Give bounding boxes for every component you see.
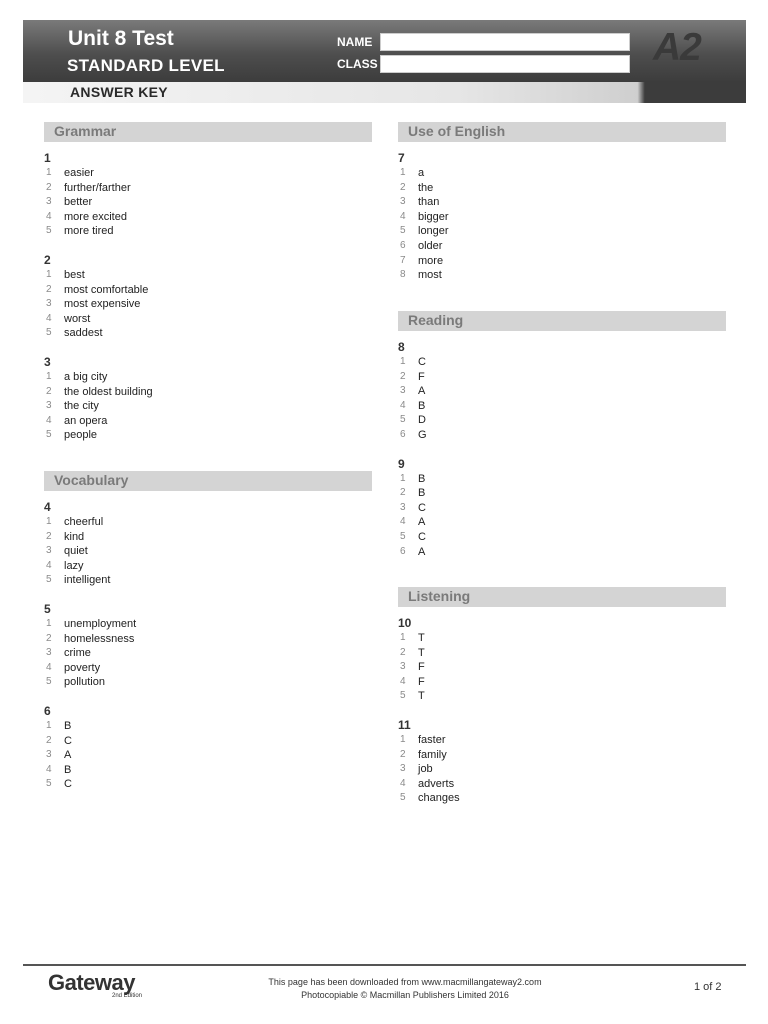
section-header [398,587,726,607]
answer-row [44,370,372,385]
item-answer: B [418,399,426,412]
item-number: 3 [46,400,52,412]
item-answer: C [418,530,426,543]
answer-row [398,777,726,792]
item-answer: unemployment [64,617,137,630]
section-header [398,122,726,142]
exercise [398,340,726,443]
section-0 [44,122,372,443]
section-title: Reading [408,312,464,328]
answer-row [44,515,372,530]
answer-row [398,733,726,748]
item-answer: a [418,167,425,179]
exercise-number: 6 [44,703,51,718]
item-number: 1 [400,472,406,484]
item-number: 5 [46,225,52,237]
exercise-number: 7 [398,151,405,165]
item-answer: T [418,690,425,703]
item-answer: more [418,254,444,267]
answer-row [44,661,372,676]
answer-row [398,355,726,370]
header-banner [23,20,746,82]
exercise-number: 2 [44,252,51,267]
item-number: 4 [46,312,52,324]
item-number: 4 [46,763,52,775]
item-number: 5 [46,676,52,688]
answer-row [398,254,726,269]
item-answer: A [418,385,426,398]
item-answer: C [64,734,72,747]
item-answer: C [64,778,72,791]
item-number: 5 [400,690,406,702]
test-level: STANDARD LEVEL [67,56,225,75]
item-number: 5 [46,574,52,586]
item-answer: family [418,748,447,761]
answer-row [44,573,372,588]
item-number: 5 [400,792,406,804]
answer-row [44,632,372,647]
answer-row [398,166,726,181]
exercise [398,151,726,283]
item-answer: T [418,646,425,659]
item-number: 1 [46,617,52,629]
item-number: 2 [46,632,52,644]
class-field[interactable] [380,55,630,73]
answer-row [44,544,372,559]
answer-row [398,472,726,487]
item-number: 4 [46,210,52,222]
item-answer: T [418,632,425,644]
answer-row [44,195,372,210]
answer-row [44,719,372,734]
answer-row [44,675,372,690]
item-answer: a big city [64,370,108,383]
item-number: 5 [46,429,52,441]
answer-row [398,486,726,501]
answer-row [398,530,726,545]
item-answer: B [418,487,426,500]
item-number: 3 [46,647,52,659]
answer-key-bar [23,82,746,103]
answer-row [398,501,726,516]
test-title: Unit 8 Test [68,27,174,50]
section-header [398,311,726,331]
exercise [398,718,726,806]
exercise-number: 8 [398,340,405,354]
item-number: 4 [46,559,52,571]
item-answer: lazy [64,559,84,572]
answer-row [398,239,726,254]
item-number: 7 [400,254,406,266]
item-answer: worst [64,312,91,325]
item-answer: B [418,472,426,485]
item-number: 1 [400,356,406,367]
item-answer: G [418,428,427,441]
item-answer: A [418,516,426,529]
answer-key-label: ANSWER KEY [70,84,168,100]
section-header [44,471,372,491]
item-answer: easier [64,167,94,179]
answer-row [398,399,726,414]
item-answer: than [418,196,440,209]
section-1 [398,311,726,559]
item-answer: pollution [64,676,105,689]
edition-label: 2nd Edition [112,993,143,999]
exercise [398,616,726,704]
item-answer: quiet [64,545,88,558]
item-answer: more tired [64,225,114,238]
item-number: 2 [46,530,52,542]
item-number: 6 [400,239,406,251]
copyright-notice: Photocopiable © Macmillan Publishers Limited 2016 [301,990,509,1000]
answer-row [398,181,726,196]
answer-row [44,166,372,181]
answer-row [44,283,372,298]
item-number: 5 [400,414,406,426]
answer-row [44,312,372,327]
item-number: 3 [400,661,406,673]
item-answer: better [64,196,93,209]
name-field[interactable] [380,33,630,51]
answer-row [398,631,726,646]
item-answer: changes [418,792,460,805]
item-answer: B [64,763,72,776]
item-number: 3 [400,196,406,208]
item-number: 1 [46,370,52,382]
class-label: CLASS [337,57,378,71]
item-answer: B [64,719,72,732]
item-answer: saddest [64,327,103,340]
item-number: 3 [400,501,406,513]
item-number: 2 [46,283,52,295]
answer-row [44,326,372,341]
answer-row [398,675,726,690]
exercise [44,253,372,341]
answer-row [44,210,372,225]
item-answer: further/farther [64,181,131,194]
item-answer: A [64,749,72,762]
item-number: 2 [400,487,406,499]
answer-row [398,660,726,675]
section-title: Listening [408,588,471,604]
item-number: 4 [400,675,406,687]
answer-row [398,224,726,239]
answer-row [44,268,372,283]
item-answer: an opera [64,414,108,427]
item-number: 1 [46,516,52,527]
item-answer: D [418,414,426,427]
item-answer: A [418,545,426,558]
answer-row [398,748,726,763]
answer-row [44,224,372,239]
item-number: 2 [400,370,406,382]
item-answer: poverty [64,661,101,674]
item-number: 5 [400,530,406,542]
answer-row [44,617,372,632]
item-number: 2 [400,181,406,193]
item-answer: F [418,675,425,688]
item-number: 1 [400,167,406,178]
exercise-number: 10 [398,616,412,630]
answer-row [398,428,726,443]
item-answer: C [418,501,426,514]
item-answer: most expensive [64,298,141,311]
item-answer: F [418,661,425,674]
item-answer: longer [418,225,449,238]
answer-row [398,515,726,530]
level-badge: A2 [653,26,701,69]
item-number: 4 [400,777,406,789]
item-answer: F [418,370,425,383]
item-number: 1 [46,167,52,178]
section-title: Grammar [54,123,117,139]
item-answer: kind [64,530,85,543]
item-answer: adverts [418,777,455,790]
item-answer: more excited [64,210,127,223]
answer-row [44,748,372,763]
item-number: 4 [400,399,406,411]
item-number: 2 [400,748,406,760]
item-number: 3 [400,763,406,775]
item-number: 2 [46,181,52,193]
item-answer: bigger [418,210,449,223]
answer-row [398,210,726,225]
item-answer: the city [64,400,99,413]
exercise-number: 4 [44,500,51,514]
item-number: 8 [400,269,406,281]
item-answer: most [418,269,442,282]
answer-row [44,734,372,749]
item-number: 4 [46,414,52,426]
answer-row [44,763,372,778]
item-answer: faster [418,733,446,746]
exercise [44,704,372,792]
section-2 [398,587,726,806]
answer-row [44,777,372,792]
download-notice: This page has been downloaded from www.macmillangateway2.com [268,977,542,987]
answer-row [398,370,726,385]
answer-row [398,268,726,283]
exercise-number: 11 [398,717,411,732]
section-1 [44,471,372,792]
item-number: 2 [46,385,52,397]
answer-row [44,181,372,196]
section-0 [398,122,726,283]
exercise [44,500,372,588]
item-number: 6 [400,428,406,440]
gateway-logo: Gateway [48,970,135,995]
item-number: 5 [400,225,406,237]
exercise-number: 9 [398,456,405,471]
answer-row [398,195,726,210]
answer-row [44,646,372,661]
exercise [44,151,372,239]
item-number: 5 [46,778,52,790]
footer-divider [23,964,746,966]
item-number: 3 [46,196,52,208]
item-answer: intelligent [64,574,111,587]
section-title: Vocabulary [54,472,129,488]
item-number: 1 [400,632,406,643]
item-number: 6 [400,545,406,557]
section-header [44,122,372,142]
item-number: 3 [46,545,52,557]
answer-row [44,297,372,312]
item-answer: the oldest building [64,385,153,398]
item-number: 4 [400,516,406,528]
item-number: 3 [46,749,52,761]
answer-row [398,413,726,428]
item-answer: cheerful [64,516,104,528]
item-number: 3 [400,385,406,397]
item-number: 1 [400,733,406,745]
answer-row [398,384,726,399]
item-number: 1 [46,268,52,280]
page-number: 1 of 2 [694,981,722,993]
item-answer: people [64,429,98,442]
item-answer: best [64,268,85,281]
exercise [44,602,372,690]
item-answer: C [418,356,426,368]
item-number: 5 [46,327,52,339]
exercise [398,457,726,560]
exercise-number: 3 [44,354,51,369]
exercise [44,355,372,443]
answer-row [44,530,372,545]
answer-row [44,385,372,400]
exercise-number: 1 [44,151,51,165]
answer-row [398,791,726,806]
item-number: 2 [400,646,406,658]
item-number: 3 [46,298,52,310]
item-answer: crime [64,647,91,660]
item-answer: homelessness [64,632,135,645]
answer-row [398,689,726,704]
answer-row [44,414,372,429]
answer-row [398,646,726,661]
answer-row [44,559,372,574]
name-label: NAME [337,35,373,49]
item-answer: job [418,763,433,776]
item-number: 2 [46,734,52,746]
answer-row [44,428,372,443]
item-number: 1 [46,719,52,731]
section-title: Use of English [408,123,506,139]
answer-row [44,399,372,414]
item-answer: the [418,181,434,194]
item-answer: most comfortable [64,283,149,296]
item-number: 4 [400,210,406,222]
answer-row [398,762,726,777]
exercise-number: 5 [44,601,51,616]
item-number: 4 [46,661,52,673]
item-answer: older [418,239,443,252]
answer-row [398,545,726,560]
